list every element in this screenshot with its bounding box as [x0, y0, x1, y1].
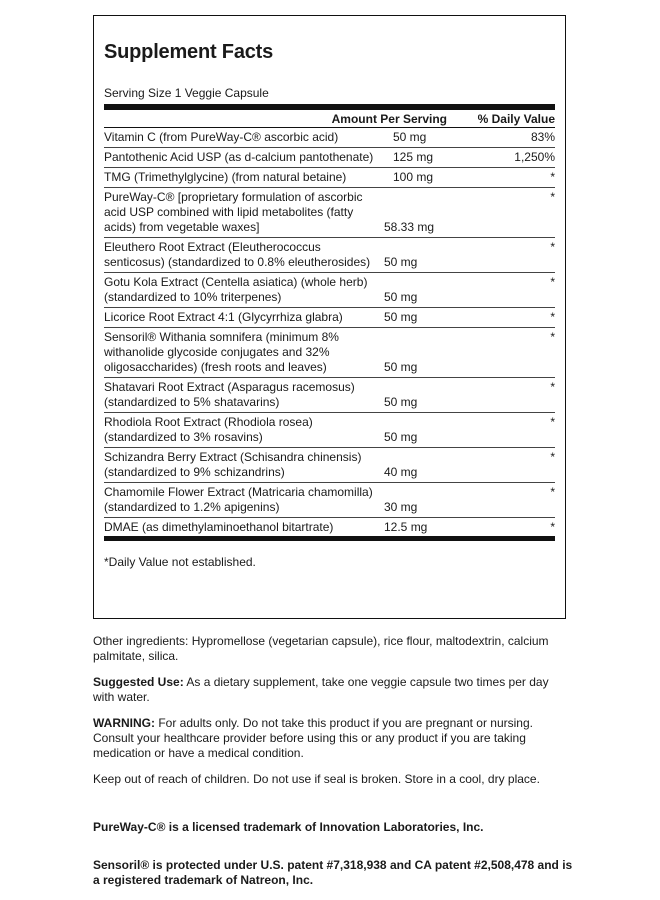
ingredient-amount: 30 mg [384, 500, 418, 514]
daily-value: * [550, 380, 555, 394]
table-row [104, 378, 555, 413]
ingredient-amount: 40 mg [384, 465, 418, 479]
thick-divider-bottom [104, 536, 555, 541]
table-row [104, 148, 555, 168]
ingredient-amount: 58.33 mg [384, 220, 435, 234]
daily-value: * [550, 240, 555, 254]
ingredient-name: PureWay-C® [proprietary formulation of ascorbic acid USP combined with lipid metabolites (fatty acids) from vegetable waxes] [104, 190, 363, 234]
daily-value: * [550, 330, 555, 344]
suggested-use [93, 675, 573, 705]
ingredient-name: Shatavari Root Extract (Asparagus racemosus) (standardized to 5% shatavarins) [104, 380, 355, 409]
storage-note: Keep out of reach of children. Do not use if seal is broken. Store in a cool, dry place. [93, 772, 540, 786]
table-row [104, 308, 555, 328]
ingredient-name: TMG (Trimethylglycine) (from natural betaine) [104, 170, 347, 184]
table-header [104, 110, 555, 128]
ingredient-amount: 50 mg [384, 395, 418, 409]
sensoril-trademark: Sensoril® is protected under U.S. patent #7,318,938 and CA patent #2,508,478 and is a registered trademark of Natreon, Inc. [93, 858, 573, 887]
serving-size: Serving Size 1 Veggie Capsule [104, 86, 269, 100]
table-row [104, 273, 555, 308]
pureway-trademark: PureWay-C® is a licensed trademark of Innovation Laboratories, Inc. [93, 820, 484, 834]
daily-value: 83% [530, 130, 555, 144]
supplement-facts-panel [93, 15, 566, 619]
daily-value: 1,250% [514, 150, 555, 164]
ingredient-name: Licorice Root Extract 4:1 (Glycyrrhiza glabra) [104, 310, 343, 324]
table-row [104, 238, 555, 273]
ingredient-name: Schizandra Berry Extract (Schisandra chinensis) (standardized to 9% schizandrins) [104, 450, 362, 479]
warning-text: For adults only. Do not take this product if you are pregnant or nursing. Consult your healthcare provider before using this or any product if you are taking medication or have a medical condition. [93, 716, 533, 760]
ingredient-amount: 50 mg [384, 290, 418, 304]
daily-value: * [550, 275, 555, 289]
other-ingredients: Other ingredients: Hypromellose (vegetarian capsule), rice flour, maltodextrin, calcium palmitate, silica. [93, 634, 549, 663]
ingredient-amount: 50 mg [384, 255, 418, 269]
ingredient-name: Sensoril® Withania somnifera (minimum 8% withanolide glycoside conjugates and 32% oligosaccharides) (fresh roots and leaves) [104, 330, 339, 374]
ingredient-name: DMAE (as dimethylaminoethanol bitartrate) [104, 520, 334, 534]
ingredient-amount: 100 mg [393, 170, 434, 184]
table-row [104, 413, 555, 448]
ingredient-amount: 50 mg [384, 430, 418, 444]
ingredient-amount: 125 mg [393, 150, 434, 164]
table-row [104, 188, 555, 238]
ingredient-amount: 50 mg [393, 130, 427, 144]
ingredient-amount: 50 mg [384, 310, 418, 324]
amount-per-serving-header: Amount Per Serving [331, 111, 447, 126]
ingredient-name: Gotu Kola Extract (Centella asiatica) (whole herb) (standardized to 10% triterpenes) [104, 275, 368, 304]
ingredient-amount: 12.5 mg [384, 520, 428, 534]
daily-value-header: % Daily Value [477, 111, 555, 126]
ingredient-name: Chamomile Flower Extract (Matricaria chamomilla) (standardized to 1.2% apigenins) [104, 485, 373, 514]
warning [93, 716, 573, 761]
suggested-use-text: As a dietary supplement, take one veggie capsule two times per day with water. [93, 675, 549, 704]
ingredient-amount: 50 mg [384, 360, 418, 374]
daily-value: * [550, 170, 555, 184]
ingredient-name: Eleuthero Root Extract (Eleutherococcus senticosus) (standardized to 0.8% eleutherosides) [104, 240, 371, 269]
suggested-use-label: Suggested Use: [93, 675, 184, 689]
daily-value: * [550, 450, 555, 464]
ingredient-name: Vitamin C (from PureWay-C® ascorbic acid) [104, 130, 339, 144]
daily-value: * [550, 190, 555, 204]
daily-value: * [550, 415, 555, 429]
facts-title: Supplement Facts [104, 41, 274, 63]
table-row [104, 483, 555, 518]
footnote: *Daily Value not established. [104, 555, 256, 569]
table-row [104, 128, 555, 148]
table-row [104, 168, 555, 188]
warning-label: WARNING: [93, 716, 155, 730]
table-row [104, 448, 555, 483]
daily-value: * [550, 520, 555, 534]
daily-value: * [550, 310, 555, 324]
table-row [104, 328, 555, 378]
ingredient-name: Pantothenic Acid USP (as d-calcium pantothenate) [104, 150, 374, 164]
ingredient-name: Rhodiola Root Extract (Rhodiola rosea) (standardized to 3% rosavins) [104, 415, 313, 444]
daily-value: * [550, 485, 555, 499]
table-row [104, 518, 555, 537]
